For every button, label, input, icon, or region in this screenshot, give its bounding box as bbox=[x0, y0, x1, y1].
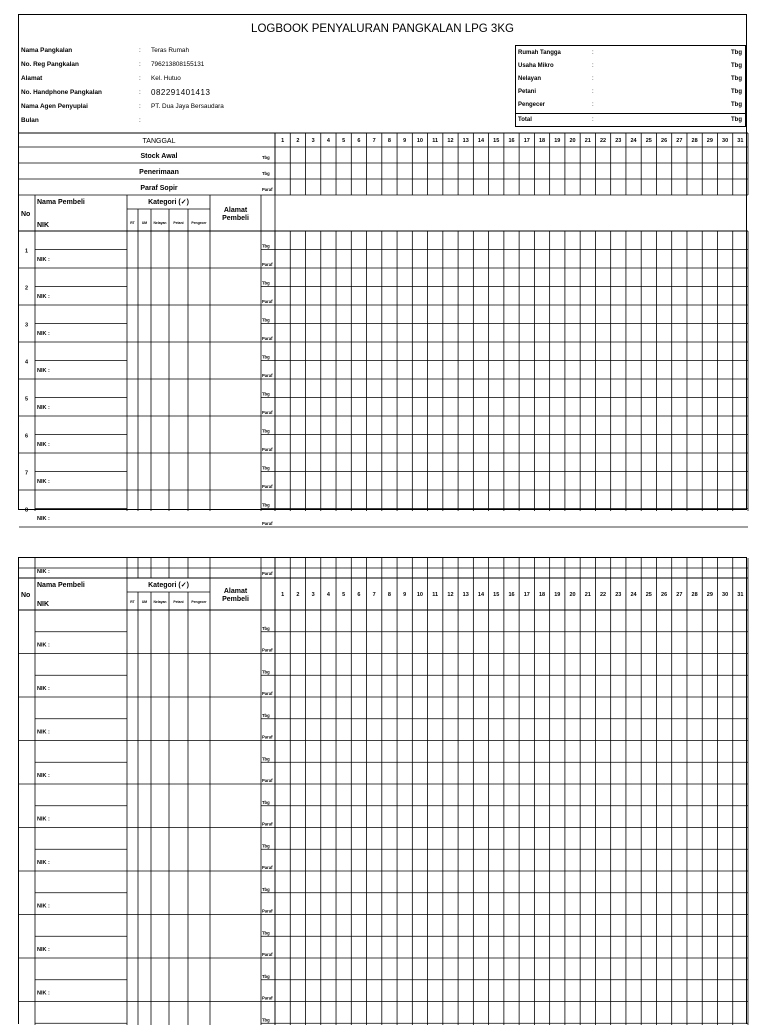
kategori-col-petani: Petani bbox=[173, 600, 184, 604]
day-number-25: 25 bbox=[645, 592, 652, 598]
info-label: Nama Pangkalan bbox=[21, 47, 73, 54]
paraf-label: Paraf bbox=[262, 484, 273, 489]
summary-label: Usaha Mikro bbox=[518, 63, 554, 69]
logbook-table-page-2 bbox=[19, 558, 748, 1025]
day-number-5: 5 bbox=[342, 592, 346, 598]
summary-colon: : bbox=[592, 50, 594, 56]
kategori-header: Kategori (✓) bbox=[148, 199, 189, 206]
day-number-1: 1 bbox=[281, 592, 285, 598]
day-number-29: 29 bbox=[706, 592, 713, 598]
paraf-label: Paraf bbox=[262, 778, 273, 783]
nik-label: NIK : bbox=[37, 257, 50, 263]
kategori-col-rt: RT bbox=[130, 221, 135, 225]
day-number-1: 1 bbox=[281, 138, 285, 144]
paraf-label: Paraf bbox=[262, 734, 273, 740]
paraf-label: Paraf bbox=[262, 410, 273, 415]
day-number-5: 5 bbox=[342, 138, 346, 144]
summary-unit: Tbg bbox=[731, 50, 742, 56]
day-number-15: 15 bbox=[493, 592, 500, 598]
day-number-28: 28 bbox=[691, 138, 698, 144]
day-number-17: 17 bbox=[523, 138, 530, 144]
day-number-13: 13 bbox=[462, 592, 469, 598]
summary-label: Petani bbox=[518, 89, 537, 95]
paraf-label: Paraf bbox=[262, 571, 273, 576]
paraf-label: Paraf bbox=[262, 373, 273, 378]
nik-label: NIK : bbox=[37, 816, 50, 823]
nik-label: NIK : bbox=[37, 947, 50, 953]
paraf-label: Paraf bbox=[262, 952, 273, 957]
day-number-15: 15 bbox=[493, 138, 500, 144]
row-number: 8 bbox=[25, 507, 29, 514]
nik-label: NIK : bbox=[37, 479, 50, 485]
info-label: No. Handphone Pangkalan bbox=[21, 89, 102, 96]
tbg-label: Tbg bbox=[262, 391, 270, 397]
day-number-27: 27 bbox=[676, 592, 683, 598]
day-number-14: 14 bbox=[477, 138, 485, 144]
day-number-17: 17 bbox=[523, 592, 530, 598]
nik-label: NIK : bbox=[37, 516, 50, 522]
info-label: Nama Agen Penyuplai bbox=[21, 103, 88, 110]
kategori-col-um: UM bbox=[141, 221, 148, 225]
paraf-label: Paraf bbox=[262, 262, 273, 267]
paraf-label: Paraf bbox=[262, 691, 273, 696]
paraf-sopir-label: Paraf Sopir bbox=[140, 185, 178, 192]
row-number: 7 bbox=[25, 470, 29, 477]
info-colon: : bbox=[139, 117, 141, 124]
kategori-col-petani: Petani bbox=[173, 221, 184, 225]
tbg-label: Tbg bbox=[262, 973, 270, 979]
info-value: 796213808155131 bbox=[151, 61, 205, 68]
day-number-22: 22 bbox=[599, 592, 607, 598]
tbg-label: Tbg bbox=[262, 930, 270, 936]
summary-label: Rumah Tangga bbox=[518, 50, 561, 56]
logbook-table-page-1 bbox=[19, 15, 748, 526]
tbg-label: Tbg bbox=[262, 243, 270, 249]
kategori-col-pengecer: Pengecer bbox=[191, 221, 207, 225]
day-number-7: 7 bbox=[372, 592, 376, 598]
nik-label: NIK : bbox=[37, 686, 50, 692]
no-header: No bbox=[21, 211, 31, 218]
summary-unit: Tbg bbox=[731, 117, 742, 123]
day-number-3: 3 bbox=[311, 138, 315, 144]
alamat-header-line2: Pembeli bbox=[222, 596, 249, 603]
info-label: Alamat bbox=[21, 75, 43, 82]
day-number-26: 26 bbox=[661, 592, 668, 598]
nik-label: NIK : bbox=[37, 294, 50, 300]
paraf-label: Paraf bbox=[262, 447, 273, 452]
page-title: LOGBOOK PENYALURAN PANGKALAN LPG 3KG bbox=[251, 23, 514, 35]
paraf-label: Paraf bbox=[262, 995, 273, 1001]
info-label: No. Reg Pangkalan bbox=[21, 61, 79, 68]
summary-unit: Tbg bbox=[731, 102, 742, 108]
day-number-20: 20 bbox=[569, 138, 576, 144]
nama-pembeli-header: Nama Pembeli bbox=[37, 582, 85, 589]
stock-awal-label: Stock Awal bbox=[140, 153, 178, 160]
day-number-6: 6 bbox=[357, 138, 361, 144]
day-number-16: 16 bbox=[508, 138, 515, 144]
day-number-10: 10 bbox=[416, 138, 424, 144]
nik-header: NIK bbox=[37, 222, 50, 229]
tbg-label: Tbg bbox=[262, 155, 270, 160]
alamat-header-line1: Alamat bbox=[223, 588, 248, 595]
summary-unit: Tbg bbox=[731, 76, 742, 82]
alamat-header-line1: Alamat bbox=[223, 207, 248, 214]
tbg-label: Tbg bbox=[262, 669, 270, 675]
kategori-header: Kategori (✓) bbox=[148, 582, 189, 589]
day-number-8: 8 bbox=[387, 592, 391, 598]
tbg-label: Tbg bbox=[262, 502, 270, 508]
tbg-label: Tbg bbox=[262, 280, 270, 286]
summary-unit: Tbg bbox=[731, 63, 742, 69]
day-number-23: 23 bbox=[615, 592, 622, 598]
day-number-11: 11 bbox=[432, 592, 439, 598]
kategori-col-rt: RT bbox=[130, 600, 135, 604]
day-number-18: 18 bbox=[538, 592, 546, 598]
nik-label: NIK : bbox=[37, 569, 50, 575]
nik-label: NIK : bbox=[37, 860, 50, 866]
day-number-23: 23 bbox=[615, 138, 622, 144]
day-number-4: 4 bbox=[326, 138, 330, 144]
nik-label: NIK : bbox=[37, 773, 50, 779]
day-number-9: 9 bbox=[403, 138, 407, 144]
logbook-sheet-page-2 bbox=[18, 557, 747, 1024]
day-number-27: 27 bbox=[676, 138, 683, 144]
nik-label: NIK : bbox=[37, 368, 50, 374]
day-number-29: 29 bbox=[706, 138, 713, 144]
summary-colon: : bbox=[592, 76, 594, 82]
day-number-10: 10 bbox=[416, 592, 424, 598]
info-value: PT. Dua Jaya Bersaudara bbox=[151, 103, 224, 110]
paraf-label: Paraf bbox=[262, 336, 273, 341]
row-number: 4 bbox=[25, 359, 29, 366]
nik-label: NIK : bbox=[37, 903, 50, 910]
day-number-6: 6 bbox=[357, 592, 361, 598]
day-number-7: 7 bbox=[372, 138, 376, 144]
tbg-label: Tbg bbox=[262, 428, 270, 434]
kategori-col-nelayan: Nelayan bbox=[153, 600, 167, 604]
day-number-4: 4 bbox=[326, 592, 330, 598]
tbg-label: Tbg bbox=[262, 712, 270, 718]
nik-label: NIK : bbox=[37, 405, 50, 411]
info-colon: : bbox=[139, 89, 141, 96]
tanggal-header: TANGGAL bbox=[142, 138, 176, 145]
nama-pembeli-header: Nama Pembeli bbox=[37, 199, 85, 206]
paraf-label: Paraf bbox=[262, 647, 273, 653]
day-number-20: 20 bbox=[569, 592, 576, 598]
info-label: Bulan bbox=[21, 117, 39, 124]
info-value: Teras Rumah bbox=[151, 47, 190, 54]
row-number: 5 bbox=[25, 396, 29, 403]
row-number: 1 bbox=[25, 248, 29, 255]
tbg-label: Tbg bbox=[262, 886, 270, 892]
tbg-label: Tbg bbox=[262, 317, 270, 323]
paraf-label: Paraf bbox=[262, 187, 273, 192]
tbg-label: Tbg bbox=[262, 1017, 270, 1023]
day-number-30: 30 bbox=[722, 592, 729, 598]
kategori-col-pengecer: Pengecer bbox=[191, 600, 207, 604]
day-number-2: 2 bbox=[296, 138, 300, 144]
day-number-2: 2 bbox=[296, 592, 300, 598]
penerimaan-label: Penerimaan bbox=[139, 169, 179, 176]
day-number-26: 26 bbox=[661, 138, 668, 144]
day-number-31: 31 bbox=[737, 592, 744, 598]
nik-label: NIK : bbox=[37, 990, 50, 997]
tbg-label: Tbg bbox=[262, 171, 270, 176]
summary-colon: : bbox=[592, 117, 594, 123]
paraf-label: Paraf bbox=[262, 299, 273, 304]
day-number-3: 3 bbox=[311, 592, 315, 598]
day-number-18: 18 bbox=[538, 138, 546, 144]
day-number-13: 13 bbox=[462, 138, 469, 144]
day-number-25: 25 bbox=[645, 138, 652, 144]
tbg-label: Tbg bbox=[262, 843, 270, 849]
summary-colon: : bbox=[592, 102, 594, 108]
day-number-8: 8 bbox=[387, 138, 391, 144]
paraf-label: Paraf bbox=[262, 908, 273, 914]
nik-label: NIK : bbox=[37, 642, 50, 649]
tbg-label: Tbg bbox=[262, 756, 270, 762]
day-number-14: 14 bbox=[477, 592, 485, 598]
row-number: 6 bbox=[25, 433, 29, 440]
tbg-label: Tbg bbox=[262, 465, 270, 471]
kategori-col-um: UM bbox=[141, 600, 148, 604]
paraf-label: Paraf bbox=[262, 821, 273, 827]
summary-colon: : bbox=[592, 89, 594, 95]
day-number-31: 31 bbox=[737, 138, 744, 144]
paraf-label: Paraf bbox=[262, 865, 273, 870]
nik-label: NIK : bbox=[37, 729, 50, 736]
day-number-9: 9 bbox=[403, 592, 407, 598]
day-number-12: 12 bbox=[447, 592, 454, 598]
day-number-22: 22 bbox=[599, 138, 607, 144]
summary-label: Nelayan bbox=[518, 76, 542, 82]
nik-label: NIK : bbox=[37, 442, 50, 448]
summary-colon: : bbox=[592, 63, 594, 69]
day-number-12: 12 bbox=[447, 138, 454, 144]
day-number-30: 30 bbox=[722, 138, 729, 144]
row-number: 3 bbox=[25, 322, 29, 329]
no-header: No bbox=[21, 592, 31, 599]
day-number-16: 16 bbox=[508, 592, 515, 598]
day-number-19: 19 bbox=[554, 592, 561, 598]
summary-label: Pengecer bbox=[518, 102, 546, 108]
day-number-24: 24 bbox=[630, 592, 637, 598]
day-number-28: 28 bbox=[691, 592, 698, 598]
info-value: Kel. Hutuo bbox=[151, 75, 181, 82]
info-value: 082291401413 bbox=[151, 88, 211, 97]
info-colon: : bbox=[139, 47, 141, 54]
tbg-label: Tbg bbox=[262, 625, 270, 631]
info-colon: : bbox=[139, 61, 141, 68]
info-colon: : bbox=[139, 75, 141, 82]
nik-header: NIK bbox=[37, 601, 50, 608]
day-number-24: 24 bbox=[630, 138, 637, 144]
tbg-label: Tbg bbox=[262, 799, 270, 805]
alamat-header-line2: Pembeli bbox=[222, 215, 249, 222]
day-number-19: 19 bbox=[554, 138, 561, 144]
paraf-label: Paraf bbox=[262, 521, 273, 526]
day-number-21: 21 bbox=[584, 138, 591, 144]
summary-unit: Tbg bbox=[731, 89, 742, 95]
tbg-label: Tbg bbox=[262, 354, 270, 360]
info-colon: : bbox=[139, 103, 141, 110]
kategori-col-nelayan: Nelayan bbox=[153, 221, 167, 225]
row-number: 2 bbox=[25, 285, 29, 292]
nik-label: NIK : bbox=[37, 331, 50, 337]
summary-label: Total bbox=[518, 117, 532, 123]
logbook-sheet-page-1 bbox=[18, 14, 747, 526]
day-number-11: 11 bbox=[432, 138, 439, 144]
day-number-21: 21 bbox=[584, 592, 591, 598]
